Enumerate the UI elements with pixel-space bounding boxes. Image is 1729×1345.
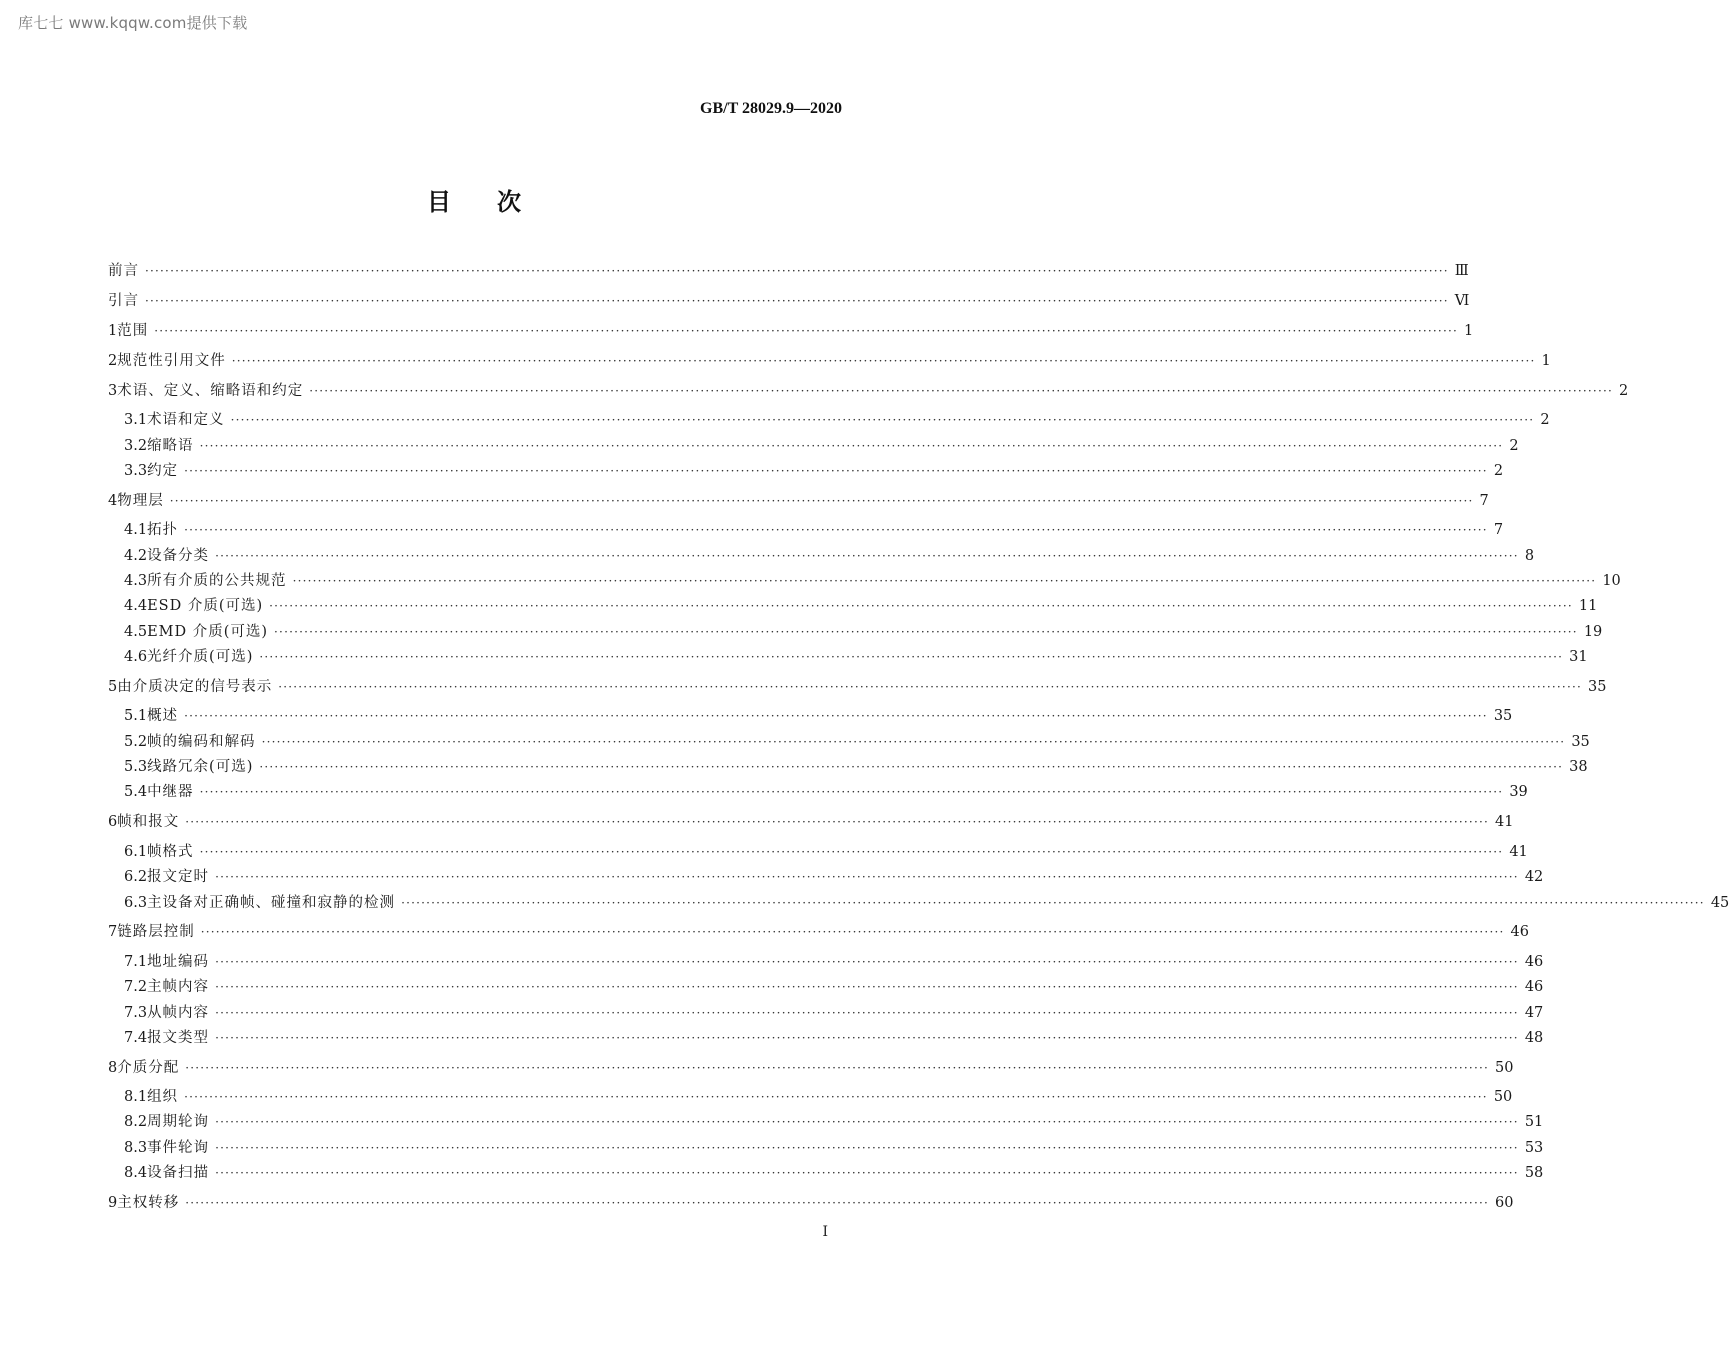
dot-leader: ···································································································································································································································································· [401, 896, 1705, 910]
toc-entry-page: 50 [1495, 1060, 1514, 1076]
toc-entry-label: 物理层 [117, 493, 164, 509]
toc-entry-page: 2 [1540, 412, 1550, 428]
dot-leader: ···································································································································································································································································· [145, 264, 1449, 278]
toc-entry-label: 引言 [108, 293, 139, 309]
toc-entry-label: EMD 介质(可选) [147, 624, 269, 640]
toc-entry-label: 主设备对正确帧、碰撞和寂静的检测 [147, 895, 396, 911]
toc-entry[interactable] [124, 784, 1528, 805]
toc-entry[interactable] [124, 649, 1588, 670]
toc-entry-page: 48 [1524, 1030, 1544, 1046]
toc-entry-number: 3.3 [124, 463, 148, 479]
dot-leader: ···································································································································································································································································· [185, 815, 1489, 829]
dot-leader: ···································································································································································································································································· [230, 413, 1535, 427]
toc-entry-page: 41 [1495, 814, 1514, 830]
toc-entry[interactable] [124, 844, 1528, 865]
toc-entry-number: 8.4 [124, 1165, 148, 1181]
toc-entry[interactable] [108, 924, 1529, 945]
dot-leader: ···································································································································································································································································· [259, 650, 1564, 664]
toc-entry-page: 2 [1619, 383, 1629, 399]
toc-entry-page: 51 [1524, 1114, 1544, 1130]
toc-entry-label: 拓扑 [147, 522, 179, 538]
toc-entry[interactable] [124, 1114, 1544, 1135]
toc-entry-page: 41 [1509, 844, 1528, 860]
toc-entry[interactable] [108, 263, 1469, 284]
toc-entry-number: 7.1 [124, 954, 148, 970]
toc-entry[interactable] [124, 1030, 1544, 1051]
toc-entry-page: 10 [1602, 573, 1621, 589]
toc-entry[interactable] [124, 1089, 1513, 1110]
toc-entry[interactable] [124, 1005, 1544, 1026]
toc-entry-page: 60 [1495, 1195, 1514, 1211]
toc-entry[interactable] [124, 708, 1513, 729]
toc-entry-number: 4 [108, 493, 118, 509]
toc-entry-page: 7 [1493, 522, 1504, 538]
toc-entry-page: 35 [1588, 679, 1607, 695]
dot-leader: ···································································································································································································································································· [215, 870, 1519, 884]
toc-entry-page: 46 [1524, 954, 1544, 970]
toc-entry[interactable] [124, 895, 1729, 916]
dot-leader: ···································································································································································································································································· [184, 523, 1488, 537]
toc-entry-number: 5.4 [124, 784, 148, 800]
toc-entry-page: 45 [1710, 895, 1729, 911]
title-char-left: 目 [427, 188, 453, 216]
toc-entry-number: 7.2 [124, 979, 148, 995]
toc-entry-label: 帧的编码和解码 [147, 734, 256, 750]
dot-leader: ···································································································································································································································································· [309, 384, 1613, 398]
page-title [0, 182, 950, 217]
toc-entry-label: 光纤介质(可选) [147, 649, 254, 665]
toc-entry[interactable] [124, 463, 1504, 484]
toc-entry-number: 7 [108, 924, 118, 940]
toc-entry-label: 周期轮询 [147, 1114, 210, 1130]
toc-entry-number: 4.3 [124, 573, 148, 589]
toc-entry-page: 58 [1524, 1165, 1544, 1181]
dot-leader: ···································································································································································································································································· [199, 439, 1504, 453]
toc-entry-label: 事件轮询 [147, 1140, 210, 1156]
toc-entry[interactable] [124, 438, 1519, 459]
toc-entry-label: 概述 [147, 708, 179, 724]
toc-entry[interactable] [124, 573, 1621, 594]
toc-entry-page: 7 [1479, 493, 1489, 509]
dot-leader: ···································································································································································································································································· [215, 1141, 1519, 1155]
toc-entry[interactable] [124, 522, 1504, 543]
toc-entry[interactable] [108, 323, 1474, 344]
toc-entry-page: Ⅲ [1454, 263, 1469, 279]
toc-entry-label: 从帧内容 [147, 1005, 210, 1021]
toc-entry[interactable] [124, 979, 1544, 1000]
toc-entry[interactable] [124, 598, 1598, 619]
toc-entry-number: 4.1 [124, 522, 148, 538]
toc-entry-number: 3.1 [124, 412, 148, 428]
standard-number: GB/T 28029.9—2020 [700, 100, 842, 117]
dot-leader: ···································································································································································································································································· [215, 549, 1519, 563]
toc-entry-label: 主帧内容 [147, 979, 210, 995]
dot-leader: ···································································································································································································································································· [269, 599, 1573, 613]
toc-entry[interactable] [108, 493, 1489, 514]
page-number: I [822, 1224, 828, 1240]
toc-entry-number: 3.2 [124, 438, 148, 454]
toc-entry-page: 46 [1510, 924, 1529, 940]
toc-entry-page: 46 [1524, 979, 1544, 995]
toc-entry-number: 7.3 [124, 1005, 148, 1021]
toc-entry-number: 4.6 [124, 649, 148, 665]
toc-entry-label: 线路冗余(可选) [147, 759, 254, 775]
toc-entry[interactable] [124, 734, 1590, 755]
toc-entry[interactable] [108, 1195, 1514, 1216]
toc-entry[interactable] [124, 624, 1603, 645]
toc-entry-label: 链路层控制 [117, 924, 195, 940]
dot-leader: ···································································································································································································································································· [199, 845, 1504, 859]
toc-entry-label: 介质分配 [117, 1060, 180, 1076]
toc-entry-number: 6.2 [124, 869, 148, 885]
toc-entry-number: 9 [108, 1195, 118, 1211]
toc-entry[interactable] [108, 383, 1629, 404]
dot-leader: ···································································································································································································································································· [185, 1196, 1489, 1210]
toc-entry[interactable] [124, 954, 1544, 975]
toc-entry[interactable] [108, 1060, 1514, 1081]
toc-entry-page: 2 [1509, 438, 1519, 454]
dot-leader: ···································································································································································································································································· [145, 294, 1449, 308]
toc-entry-page: 19 [1583, 624, 1603, 640]
toc-entry-page: Ⅵ [1454, 293, 1470, 309]
toc-entry-label: 缩略语 [147, 438, 194, 454]
toc-entry[interactable] [108, 679, 1607, 700]
toc-entry-label: 规范性引用文件 [117, 353, 226, 369]
dot-leader: ···································································································································································································································································· [215, 1006, 1519, 1020]
toc-entry-number: 4.2 [124, 548, 148, 564]
toc-entry-number: 8 [108, 1060, 118, 1076]
dot-leader: ···································································································································································································································································· [261, 735, 1566, 749]
toc-entry-number: 6.3 [124, 895, 148, 911]
toc-entry-label: 设备分类 [147, 548, 210, 564]
toc-entry-number: 1 [108, 323, 118, 339]
toc-entry-page: 39 [1509, 784, 1528, 800]
toc-entry[interactable] [108, 353, 1551, 374]
toc-entry[interactable] [108, 814, 1514, 835]
toc-entry-label: 术语和定义 [147, 412, 225, 428]
toc-entry-number: 5 [108, 679, 118, 695]
toc-entry-label: 由介质决定的信号表示 [117, 679, 273, 695]
toc-entry-number: 6.1 [124, 844, 148, 860]
toc-entry-label: 地址编码 [147, 954, 210, 970]
toc-entry-number: 5.2 [124, 734, 148, 750]
dot-leader: ···································································································································································································································································· [184, 1090, 1488, 1104]
toc-entry-number: 8.1 [124, 1089, 148, 1105]
toc-entry-label: 报文类型 [147, 1030, 210, 1046]
toc-entry-number: 5.1 [124, 708, 148, 724]
toc-entry-page: 11 [1578, 598, 1598, 614]
toc-entry-number: 6 [108, 814, 118, 830]
toc-entry-label: 设备扫描 [147, 1165, 210, 1181]
toc-entry-label: 前言 [108, 263, 139, 279]
toc-entry-number: 3 [108, 383, 118, 399]
toc-entry-number: 4.4 [124, 598, 148, 614]
toc-entry-label: 报文定时 [147, 869, 210, 885]
toc-entry-number: 8.2 [124, 1114, 148, 1130]
dot-leader: ···································································································································································································································································· [185, 1061, 1489, 1075]
toc-entry-label: 主权转移 [117, 1195, 180, 1211]
dot-leader: ···································································································································································································································································· [199, 785, 1504, 799]
toc-entry-page: 47 [1524, 1005, 1544, 1021]
toc-entry-label: 所有介质的公共规范 [147, 573, 287, 589]
toc-entry-page: 42 [1524, 869, 1544, 885]
toc-entry[interactable] [108, 293, 1470, 314]
toc-entry[interactable] [124, 759, 1588, 780]
dot-leader: ···································································································································································································································································· [215, 980, 1519, 994]
toc-entry[interactable] [124, 1140, 1544, 1161]
dot-leader: ···································································································································································································································································· [215, 1166, 1519, 1180]
toc-entry-number: 5.3 [124, 759, 148, 775]
dot-leader: ···································································································································································································································································· [184, 709, 1488, 723]
dot-leader: ···································································································································································································································································· [274, 625, 1578, 639]
toc-entry-label: 约定 [147, 463, 179, 479]
toc-entry-page: 1 [1464, 323, 1474, 339]
toc-entry[interactable] [124, 548, 1535, 569]
toc-entry-page: 35 [1493, 708, 1513, 724]
dot-leader: ···································································································································································································································································· [154, 324, 1458, 338]
toc-entry-number: 2 [108, 353, 118, 369]
dot-leader: ···································································································································································································································································· [292, 574, 1597, 588]
dot-leader: ···································································································································································································································································· [215, 1031, 1519, 1045]
toc-entry-page: 8 [1524, 548, 1535, 564]
toc-entry-page: 1 [1541, 353, 1551, 369]
toc-entry[interactable] [124, 412, 1550, 433]
toc-entry-label: ESD 介质(可选) [147, 598, 264, 614]
toc-entry-number: 4.5 [124, 624, 148, 640]
dot-leader: ···································································································································································································································································· [231, 354, 1536, 368]
toc-entry[interactable] [124, 1165, 1544, 1186]
toc-entry-number: 8.3 [124, 1140, 148, 1156]
toc-entry-page: 53 [1524, 1140, 1544, 1156]
dot-leader: ···································································································································································································································································· [184, 464, 1488, 478]
toc-entry-page: 35 [1571, 734, 1590, 750]
toc-entry-label: 帧格式 [147, 844, 194, 860]
toc-entry-number: 7.4 [124, 1030, 148, 1046]
toc-entry-page: 50 [1493, 1089, 1513, 1105]
toc-entry[interactable] [124, 869, 1544, 890]
dot-leader: ···································································································································································································································································· [215, 1115, 1519, 1129]
toc-entry-page: 31 [1569, 649, 1588, 665]
dot-leader: ···································································································································································································································································· [200, 925, 1505, 939]
watermark-text: 库七七 www.kqqw.com提供下载 [18, 14, 248, 32]
toc-entry-label: 范围 [117, 323, 149, 339]
dot-leader: ···································································································································································································································································· [278, 680, 1582, 694]
dot-leader: ···································································································································································································································································· [215, 955, 1519, 969]
toc-entry-label: 中继器 [147, 784, 194, 800]
toc-entry-label: 组织 [147, 1089, 179, 1105]
title-char-right: 次 [497, 188, 523, 216]
toc-entry-label: 帧和报文 [117, 814, 180, 830]
toc-entry-page: 38 [1569, 759, 1588, 775]
dot-leader: ···································································································································································································································································· [259, 760, 1564, 774]
toc-entry-label: 术语、定义、缩略语和约定 [117, 383, 304, 399]
toc-entry-page: 2 [1493, 463, 1504, 479]
dot-leader: ···································································································································································································································································· [169, 494, 1474, 508]
